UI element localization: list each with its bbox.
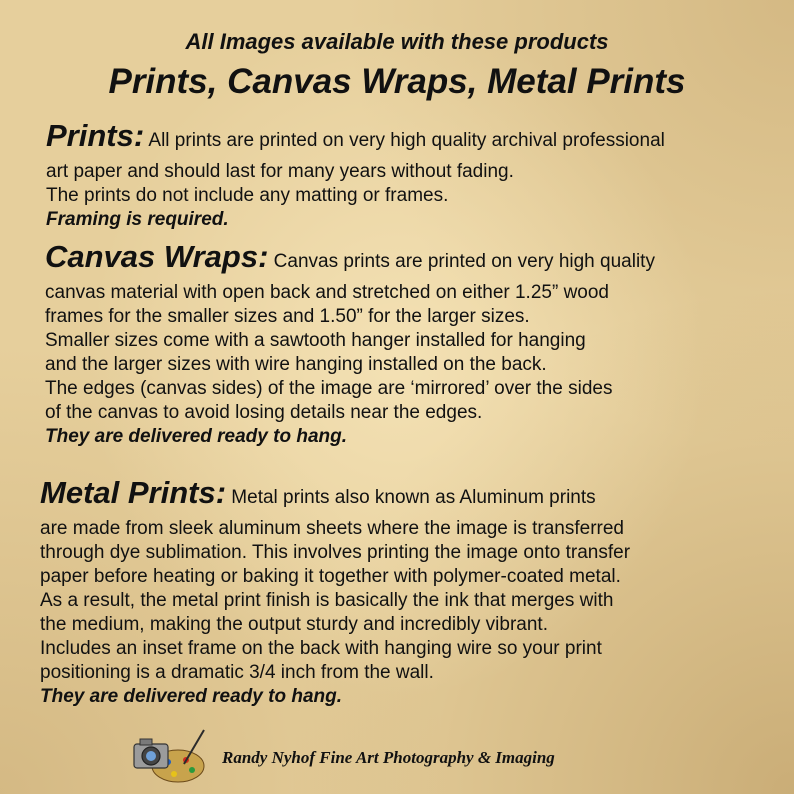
metal-heading: Metal Prints: <box>40 475 227 510</box>
canvas-text-line: Smaller sizes come with a sawtooth hanger installed for hanging <box>45 330 586 351</box>
canvas-text-line: The edges (canvas sides) of the image are ‘mirrored’ over the sides <box>45 378 613 399</box>
metal-text-line: the medium, making the output sturdy and incredibly vibrant. <box>40 614 548 635</box>
canvas-text-line: of the canvas to avoid losing details near the edges. <box>45 402 483 423</box>
prints-emphasis: Framing is required. <box>46 209 229 230</box>
canvas-text-line: canvas material with open back and stretched on either 1.25” wood <box>45 282 609 303</box>
canvas-text-line: frames for the smaller sizes and 1.50” for the larger sizes. <box>45 306 530 327</box>
prints-text-line: All prints are printed on very high quality archival professional <box>144 130 665 151</box>
metal-text-line: through dye sublimation. This involves printing the image onto transfer <box>40 542 631 563</box>
header-products: Prints, Canvas Wraps, Metal Prints <box>108 62 686 101</box>
metal-text-line: are made from sleek aluminum sheets where the image is transferred <box>40 518 624 539</box>
metal-emphasis: They are delivered ready to hang. <box>40 686 342 707</box>
canvas-emphasis: They are delivered ready to hang. <box>45 426 347 447</box>
metal-text-line: paper before heating or baking it together with polymer-coated metal. <box>40 566 621 587</box>
metal-text-line: Metal prints also known as Aluminum prints <box>226 487 596 508</box>
metal-text-line: positioning is a dramatic 3/4 inch from the wall. <box>40 662 434 683</box>
canvas-heading: Canvas Wraps: <box>45 239 269 274</box>
footer-credit: Randy Nyhof Fine Art Photography & Imaging <box>222 748 555 767</box>
canvas-text-line: Canvas prints are printed on very high quality <box>268 251 655 272</box>
metal-first-line <box>40 474 630 517</box>
canvas-text-line: and the larger sizes with wire hanging installed on the back. <box>45 354 547 375</box>
prints-first-line <box>46 117 665 160</box>
prints-text-line: art paper and should last for many years without fading. <box>46 161 514 182</box>
metal-text-line: As a result, the metal print finish is basically the ink that merges with <box>40 590 614 611</box>
canvas-first-line <box>45 238 655 281</box>
header-availability: All Images available with these products <box>185 29 609 54</box>
metal-text-line: Includes an inset frame on the back with hanging wire so your print <box>40 638 602 659</box>
canvas-section <box>45 238 655 449</box>
camera-palette-icon <box>130 726 210 786</box>
metal-section <box>40 474 630 709</box>
prints-text-line: The prints do not include any matting or frames. <box>46 185 449 206</box>
prints-heading: Prints: <box>46 118 145 153</box>
prints-section <box>46 117 665 232</box>
